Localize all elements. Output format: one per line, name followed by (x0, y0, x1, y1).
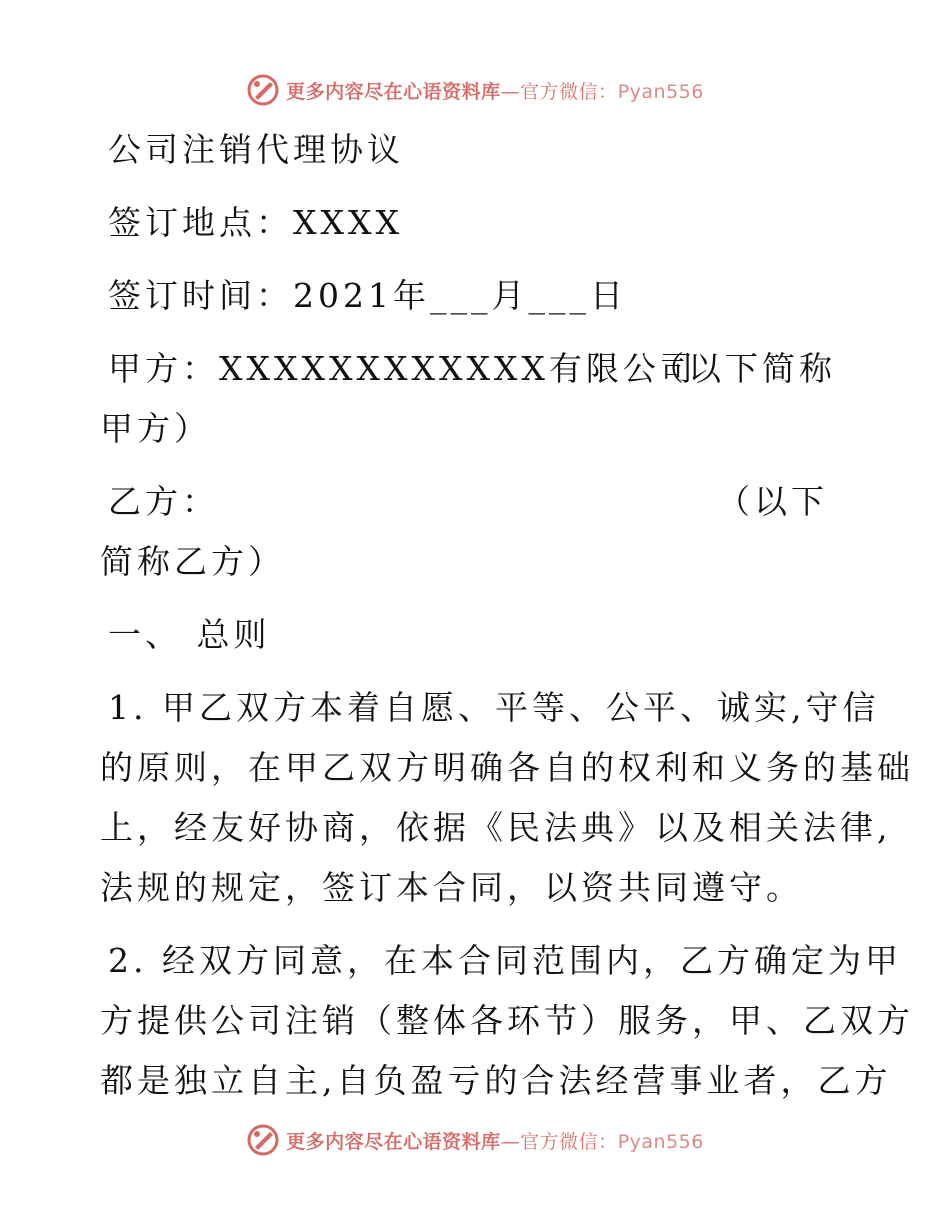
clause-2-line: 2. 经双方同意，在本合同范围内，乙方确定为甲 (108, 941, 902, 980)
clause-1-line: 上，经友好协商，依据《民法典》以及相关法律, (100, 808, 892, 847)
party-a-note-start: （以下简称 (651, 349, 836, 388)
clause-2-line: 方提供公司注销（整体各环节）服务，甲、乙双方 (100, 1001, 914, 1040)
watermark-logo-icon (246, 1123, 280, 1157)
party-a-note-end: 甲方） (100, 409, 211, 448)
section-1-heading: 一、 总则 (108, 615, 271, 654)
watermark-header (0, 70, 950, 110)
party-a-label: 甲方：XXXXXXXXXXXX有限公司 (108, 349, 697, 388)
watermark-logo-icon (246, 73, 280, 107)
watermark-footer (0, 1120, 950, 1160)
clause-1-line: 的原则，在甲乙双方明确各自的权利和义务的基础 (100, 748, 914, 787)
party-b-note-start: （以下 (717, 482, 828, 521)
clause-2-line: 都是独立自主,自负盈亏的合法经营事业者，乙方 (100, 1061, 892, 1100)
clause-2 (100, 931, 914, 1111)
party-b-line (100, 472, 850, 532)
document-body (100, 120, 914, 1111)
party-b-note-end: 简称乙方） (100, 542, 285, 581)
document-title: 公司注销代理协议 (108, 130, 404, 169)
watermark-text: 更多内容尽在心语资料库—官方微信：Pyan556 (286, 1130, 704, 1153)
clause-1-line: 法规的规定，签订本合同，以资共同遵守。 (100, 868, 803, 907)
party-b-label: 乙方： (108, 482, 219, 521)
sign-time: 签订时间：2021年___月___日 (108, 276, 627, 315)
sign-place: 签订地点：XXXX (108, 203, 403, 242)
watermark-text: 更多内容尽在心语资料库—官方微信：Pyan556 (286, 80, 704, 103)
party-a-line (100, 339, 850, 399)
clause-1 (100, 678, 914, 918)
clause-1-line: 1. 甲乙双方本着自愿、平等、公平、诚实,守信 (108, 688, 880, 727)
